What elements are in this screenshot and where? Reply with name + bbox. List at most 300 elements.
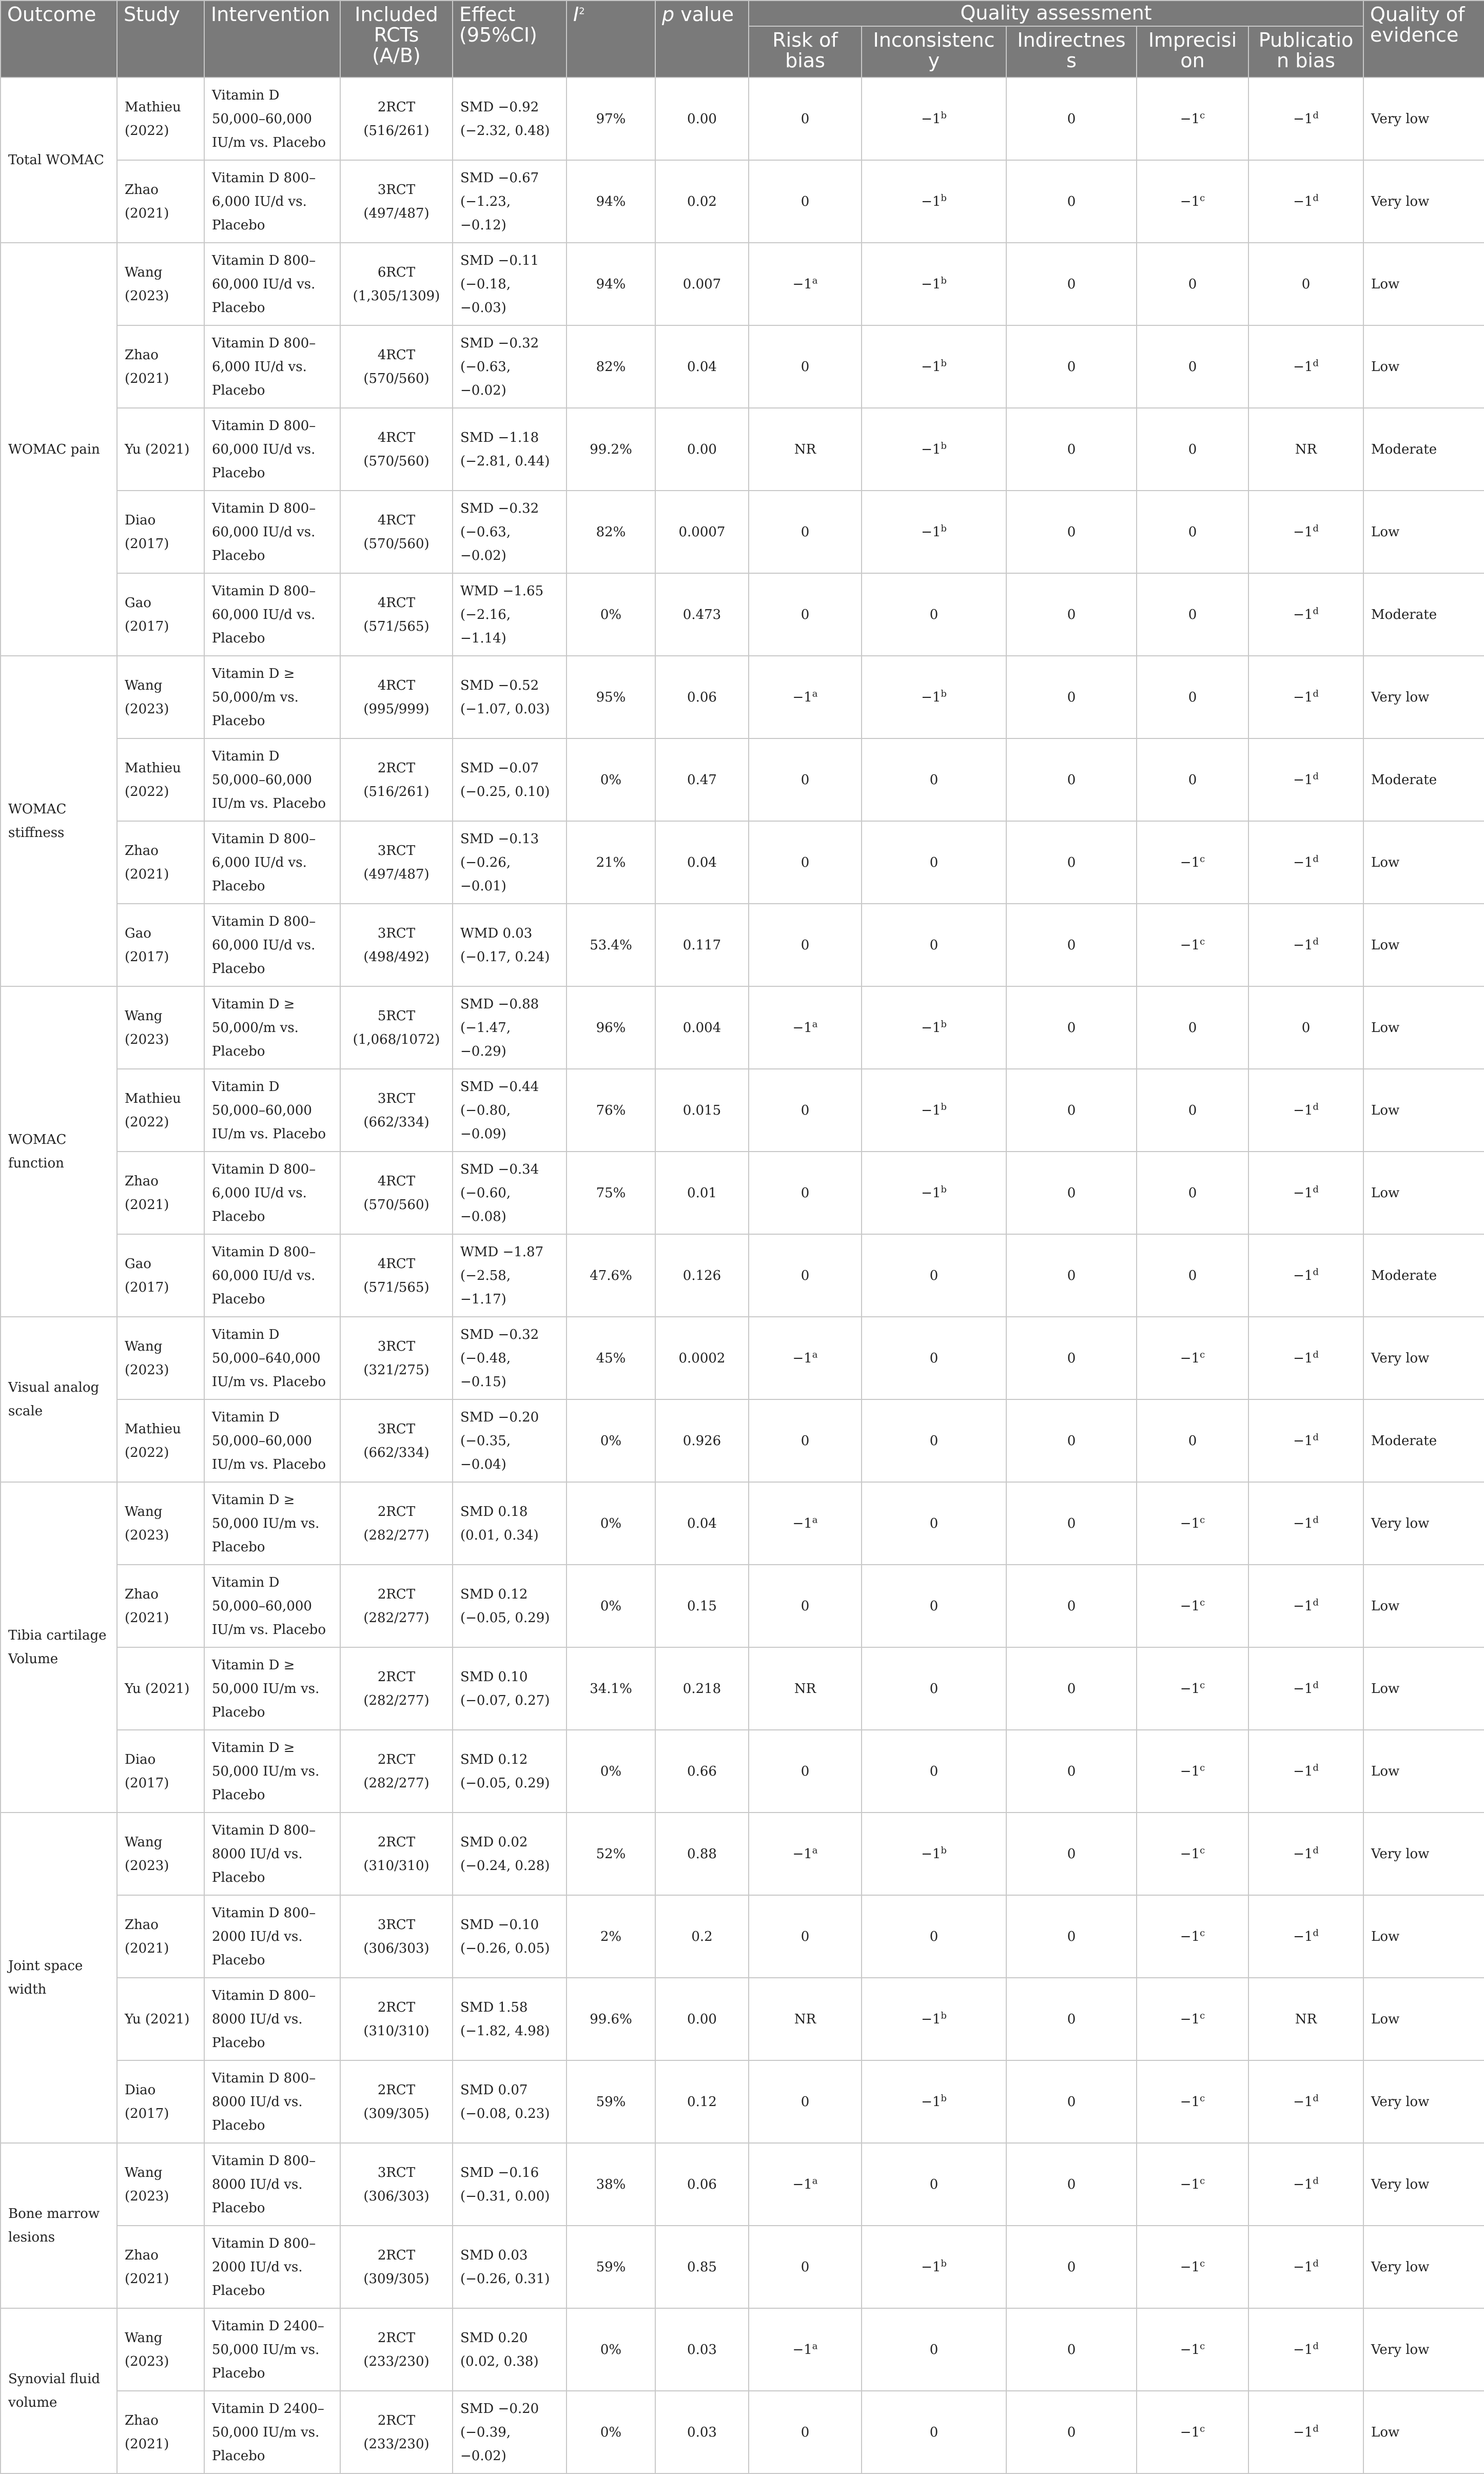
table-row [1,986,1484,1069]
risk-of-bias-cell-footnote: a [812,688,818,699]
intervention-cell: Vitamin D ≥ 50,000/m vs. Placebo [204,656,340,738]
publication-bias-cell [1248,1482,1363,1565]
imprecision-cell-footnote: c [1200,1596,1205,1608]
included-rcts-cell: 2RCT (516/261) [340,738,453,821]
inconsistency-cell-value: 0 [929,1681,939,1697]
risk-of-bias-cell [749,1565,862,1647]
imprecision-cell [1137,1813,1248,1895]
indirectness-cell-value: 0 [1067,1681,1076,1697]
publication-bias-cell-footnote: d [1313,688,1319,699]
indirectness-cell [1006,491,1137,573]
publication-bias-cell-value: −1 [1293,359,1313,375]
table-row [1,1399,1484,1482]
inconsistency-cell [862,1399,1006,1482]
indirectness-cell [1006,2226,1137,2308]
effect-cell: SMD 0.20 (0.02, 0.38) [453,2308,567,2391]
imprecision-cell-value: −1 [1180,1846,1200,1862]
publication-bias-cell-footnote: d [1313,1927,1319,1938]
inconsistency-cell [862,1234,1006,1317]
inconsistency-cell-value: 0 [929,1928,939,1944]
header-inconsistency: Inconsistency [862,26,1006,77]
risk-of-bias-cell-value: 0 [800,1928,810,1944]
outcome-cell: Total WOMAC [1,77,117,243]
indirectness-cell [1006,1895,1137,1978]
table-row [1,1482,1484,1565]
publication-bias-cell-footnote: d [1313,2092,1319,2103]
outcome-cell: Joint space width [1,1813,117,2143]
indirectness-cell-value: 0 [1067,1020,1076,1036]
risk-of-bias-cell-value: NR [794,2011,816,2027]
inconsistency-cell [862,1152,1006,1234]
effect-cell: SMD 0.03 (−0.26, 0.31) [453,2226,567,2308]
inconsistency-cell-footnote: b [941,2010,947,2021]
publication-bias-cell-value: −1 [1293,1433,1313,1449]
risk-of-bias-cell [749,738,862,821]
header-i2-sup: 2 [579,6,585,17]
i2-cell: 82% [567,325,655,408]
imprecision-cell-value: −1 [1180,1598,1200,1614]
effect-cell: SMD −0.10 (−0.26, 0.05) [453,1895,567,1978]
included-rcts-cell: 3RCT (306/303) [340,2143,453,2226]
header-p-value [655,1,749,77]
imprecision-cell-value: 0 [1188,441,1197,457]
intervention-cell: Vitamin D ≥ 50,000 IU/m vs. Placebo [204,1647,340,1730]
inconsistency-cell-value: 0 [929,937,939,953]
indirectness-cell [1006,1565,1137,1647]
imprecision-cell [1137,408,1248,491]
quality-of-evidence-cell: Low [1363,243,1484,325]
quality-of-evidence-cell: Low [1363,1895,1484,1978]
imprecision-cell-value: −1 [1180,937,1200,953]
indirectness-cell-value: 0 [1067,1268,1076,1283]
p-value-cell: 0.03 [655,2308,749,2391]
effect-cell: SMD −0.11 (−0.18, −0.03) [453,243,567,325]
indirectness-cell-value: 0 [1067,359,1076,375]
indirectness-cell-value: 0 [1067,607,1076,622]
indirectness-cell [1006,1152,1137,1234]
publication-bias-cell-value: −1 [1293,937,1313,953]
table-row [1,1730,1484,1813]
p-value-cell: 0.88 [655,1813,749,1895]
risk-of-bias-cell-value: NR [794,1681,816,1697]
quality-of-evidence-cell: Very low [1363,2226,1484,2308]
i2-cell: 2% [567,1895,655,1978]
indirectness-cell [1006,904,1137,986]
inconsistency-cell-footnote: b [941,1101,947,1112]
inconsistency-cell-value: −1 [921,441,941,457]
imprecision-cell-value: 0 [1188,1268,1197,1283]
publication-bias-cell-footnote: d [1313,1431,1319,1443]
risk-of-bias-cell-value: −1 [792,1350,812,1366]
imprecision-cell-value: 0 [1188,1020,1197,1036]
table-row [1,408,1484,491]
quality-of-evidence-cell: Low [1363,1069,1484,1152]
risk-of-bias-cell-value: 0 [800,2259,810,2275]
effect-cell: SMD −0.13 (−0.26, −0.01) [453,821,567,904]
inconsistency-cell [862,738,1006,821]
intervention-cell: Vitamin D 50,000–640,000 IU/m vs. Placebo [204,1317,340,1399]
intervention-cell: Vitamin D ≥ 50,000/m vs. Placebo [204,986,340,1069]
inconsistency-cell [862,904,1006,986]
i2-cell: 59% [567,2226,655,2308]
intervention-cell: Vitamin D 800–2000 IU/d vs. Placebo [204,1895,340,1978]
study-cell: Mathieu (2022) [117,738,204,821]
intervention-cell: Vitamin D 800–6,000 IU/d vs. Placebo [204,821,340,904]
publication-bias-cell-value: −1 [1293,2176,1313,2192]
imprecision-cell-value: −1 [1180,1350,1200,1366]
effect-cell: SMD −0.32 (−0.63, −0.02) [453,491,567,573]
publication-bias-cell [1248,1317,1363,1399]
header-i2-letter: I [573,3,579,26]
inconsistency-cell-footnote: b [941,440,947,451]
imprecision-cell-value: 0 [1188,772,1197,788]
p-value-cell: 0.66 [655,1730,749,1813]
risk-of-bias-cell-footnote: a [812,1018,818,1029]
study-cell: Gao (2017) [117,904,204,986]
publication-bias-cell-footnote: d [1313,109,1319,121]
publication-bias-cell-value: −1 [1293,524,1313,540]
inconsistency-cell [862,1482,1006,1565]
study-cell: Mathieu (2022) [117,77,204,160]
quality-of-evidence-cell: Low [1363,986,1484,1069]
study-cell: Yu (2021) [117,1978,204,2060]
imprecision-cell-footnote: c [1200,2010,1205,2021]
imprecision-cell-value: −1 [1180,111,1200,127]
intervention-cell: Vitamin D 50,000–60,000 IU/m vs. Placebo [204,738,340,821]
indirectness-cell-value: 0 [1067,276,1076,292]
inconsistency-cell [862,2060,1006,2143]
study-cell: Zhao (2021) [117,2226,204,2308]
quality-of-evidence-cell: Low [1363,1978,1484,2060]
intervention-cell: Vitamin D 800–60,000 IU/d vs. Placebo [204,408,340,491]
effect-cell: SMD −0.92 (−2.32, 0.48) [453,77,567,160]
i2-cell: 99.2% [567,408,655,491]
i2-cell: 0% [567,2308,655,2391]
header-intervention: Intervention [204,1,340,77]
included-rcts-cell: 6RCT (1,305/1309) [340,243,453,325]
publication-bias-cell-value: 0 [1301,276,1311,292]
study-cell: Zhao (2021) [117,821,204,904]
header-imprecision: Imprecision [1137,26,1248,77]
risk-of-bias-cell [749,77,862,160]
table-row [1,821,1484,904]
imprecision-cell-value: −1 [1180,193,1200,209]
risk-of-bias-cell-value: 0 [800,2424,810,2440]
publication-bias-cell-value: −1 [1293,2424,1313,2440]
indirectness-cell-value: 0 [1067,1102,1076,1118]
intervention-cell: Vitamin D 50,000–60,000 IU/m vs. Placebo [204,1069,340,1152]
imprecision-cell-footnote: c [1200,109,1205,121]
publication-bias-cell-footnote: d [1313,936,1319,947]
publication-bias-cell [1248,1895,1363,1978]
indirectness-cell [1006,738,1137,821]
imprecision-cell [1137,160,1248,243]
quality-of-evidence-cell: Very low [1363,2060,1484,2143]
risk-of-bias-cell-value: −1 [792,1846,812,1862]
risk-of-bias-cell [749,1482,862,1565]
risk-of-bias-cell-value: 0 [800,359,810,375]
header-effect: Effect (95%CI) [453,1,567,77]
indirectness-cell [1006,243,1137,325]
quality-of-evidence-cell: Low [1363,1730,1484,1813]
imprecision-cell-footnote: c [1200,1679,1205,1690]
indirectness-cell [1006,573,1137,656]
inconsistency-cell-value: −1 [921,689,941,705]
effect-cell: WMD −1.87 (−2.58, −1.17) [453,1234,567,1317]
publication-bias-cell [1248,491,1363,573]
risk-of-bias-cell [749,408,862,491]
inconsistency-cell-value: −1 [921,2259,941,2275]
i2-cell: 0% [567,1730,655,1813]
imprecision-cell [1137,1234,1248,1317]
risk-of-bias-cell-footnote: a [812,2175,818,2186]
effect-cell: WMD −1.65 (−2.16, −1.14) [453,573,567,656]
effect-cell: SMD −0.32 (−0.48, −0.15) [453,1317,567,1399]
header-p-italic: p [662,3,675,26]
publication-bias-cell [1248,1978,1363,2060]
imprecision-cell-value: −1 [1180,1681,1200,1697]
inconsistency-cell-value: −1 [921,1846,941,1862]
imprecision-cell-value: 0 [1188,524,1197,540]
inconsistency-cell-footnote: b [941,1018,947,1029]
risk-of-bias-cell-value: 0 [800,193,810,209]
risk-of-bias-cell [749,1978,862,2060]
i2-cell: 38% [567,2143,655,2226]
p-value-cell: 0.00 [655,1978,749,2060]
inconsistency-cell [862,325,1006,408]
publication-bias-cell [1248,904,1363,986]
publication-bias-cell-value: −1 [1293,689,1313,705]
imprecision-cell [1137,2143,1248,2226]
inconsistency-cell-value: −1 [921,1020,941,1036]
intervention-cell: Vitamin D 800–60,000 IU/d vs. Placebo [204,491,340,573]
imprecision-cell-footnote: c [1200,2340,1205,2351]
table-row [1,904,1484,986]
risk-of-bias-cell [749,1069,862,1152]
inconsistency-cell-value: −1 [921,524,941,540]
p-value-cell: 0.2 [655,1895,749,1978]
included-rcts-cell: 3RCT (662/334) [340,1399,453,1482]
table-row [1,1317,1484,1399]
effect-cell: SMD −0.67 (−1.23, −0.12) [453,160,567,243]
publication-bias-cell-footnote: d [1313,2423,1319,2434]
indirectness-cell-value: 0 [1067,2011,1076,2027]
publication-bias-cell-footnote: d [1313,2175,1319,2186]
inconsistency-cell [862,573,1006,656]
quality-of-evidence-cell: Very low [1363,160,1484,243]
imprecision-cell-footnote: c [1200,2175,1205,2186]
study-cell: Wang (2023) [117,656,204,738]
effect-cell: SMD −0.44 (−0.80, −0.09) [453,1069,567,1152]
quality-of-evidence-cell: Low [1363,491,1484,573]
included-rcts-cell: 3RCT (497/487) [340,821,453,904]
study-cell: Wang (2023) [117,986,204,1069]
publication-bias-cell [1248,1813,1363,1895]
publication-bias-cell [1248,1152,1363,1234]
inconsistency-cell [862,1069,1006,1152]
p-value-cell: 0.218 [655,1647,749,1730]
publication-bias-cell-value: −1 [1293,1350,1313,1366]
indirectness-cell-value: 0 [1067,2176,1076,2192]
quality-of-evidence-cell: Moderate [1363,1234,1484,1317]
indirectness-cell-value: 0 [1067,1928,1076,1944]
imprecision-cell-footnote: c [1200,1762,1205,1773]
publication-bias-cell-footnote: d [1313,1679,1319,1690]
indirectness-cell [1006,2143,1137,2226]
inconsistency-cell-value: −1 [921,111,941,127]
p-value-cell: 0.04 [655,325,749,408]
included-rcts-cell: 4RCT (995/999) [340,656,453,738]
intervention-cell: Vitamin D 800–8000 IU/d vs. Placebo [204,1813,340,1895]
table-body [1,77,1484,2473]
i2-cell: 0% [567,738,655,821]
risk-of-bias-cell-value: −1 [792,1515,812,1531]
included-rcts-cell: 2RCT (282/277) [340,1482,453,1565]
intervention-cell: Vitamin D 800–8000 IU/d vs. Placebo [204,2060,340,2143]
p-value-cell: 0.0007 [655,491,749,573]
study-cell: Wang (2023) [117,2308,204,2391]
header-publication-bias: Publication bias [1248,26,1363,77]
effect-cell: SMD 0.12 (−0.05, 0.29) [453,1565,567,1647]
risk-of-bias-cell [749,2143,862,2226]
risk-of-bias-cell [749,2060,862,2143]
imprecision-cell [1137,1317,1248,1399]
study-cell: Gao (2017) [117,573,204,656]
indirectness-cell-value: 0 [1067,2424,1076,2440]
risk-of-bias-cell [749,1647,862,1730]
intervention-cell: Vitamin D 800–60,000 IU/d vs. Placebo [204,904,340,986]
risk-of-bias-cell [749,160,862,243]
risk-of-bias-cell [749,573,862,656]
inconsistency-cell-value: −1 [921,1185,941,1201]
inconsistency-cell-footnote: b [941,1844,947,1856]
imprecision-cell [1137,1482,1248,1565]
risk-of-bias-cell [749,2391,862,2473]
risk-of-bias-cell [749,325,862,408]
indirectness-cell [1006,1647,1137,1730]
publication-bias-cell [1248,821,1363,904]
imprecision-cell-value: 0 [1188,607,1197,622]
table-row [1,2391,1484,2473]
included-rcts-cell: 2RCT (309/305) [340,2060,453,2143]
risk-of-bias-cell-value: 0 [800,937,810,953]
indirectness-cell-value: 0 [1067,1185,1076,1201]
imprecision-cell-footnote: c [1200,2423,1205,2434]
included-rcts-cell: 3RCT (497/487) [340,160,453,243]
quality-of-evidence-cell: Low [1363,1152,1484,1234]
table-row [1,2308,1484,2391]
included-rcts-cell: 3RCT (498/492) [340,904,453,986]
effect-cell: SMD −0.88 (−1.47, −0.29) [453,986,567,1069]
risk-of-bias-cell-footnote: a [812,1844,818,1856]
indirectness-cell-value: 0 [1067,689,1076,705]
intervention-cell: Vitamin D 50,000–60,000 IU/m vs. Placebo [204,1565,340,1647]
table-row [1,738,1484,821]
publication-bias-cell [1248,738,1363,821]
p-value-cell: 0.117 [655,904,749,986]
i2-cell: 82% [567,491,655,573]
imprecision-cell-footnote: c [1200,936,1205,947]
indirectness-cell [1006,77,1137,160]
intervention-cell: Vitamin D ≥ 50,000 IU/m vs. Placebo [204,1730,340,1813]
publication-bias-cell [1248,1399,1363,1482]
study-cell: Wang (2023) [117,1813,204,1895]
outcome-cell: Bone marrow lesions [1,2143,117,2308]
indirectness-cell [1006,2391,1137,2473]
inconsistency-cell [862,408,1006,491]
intervention-cell: Vitamin D 800–8000 IU/d vs. Placebo [204,2143,340,2226]
publication-bias-cell [1248,573,1363,656]
publication-bias-cell-value: NR [1295,2011,1317,2027]
i2-cell: 94% [567,160,655,243]
intervention-cell: Vitamin D 2400–50,000 IU/m vs. Placebo [204,2391,340,2473]
indirectness-cell [1006,408,1137,491]
imprecision-cell [1137,656,1248,738]
i2-cell: 0% [567,573,655,656]
imprecision-cell [1137,2060,1248,2143]
indirectness-cell [1006,1978,1137,2060]
inconsistency-cell [862,821,1006,904]
table-row [1,2226,1484,2308]
intervention-cell: Vitamin D 50,000–60,000 IU/m vs. Placebo [204,77,340,160]
imprecision-cell [1137,1565,1248,1647]
inconsistency-cell [862,1813,1006,1895]
included-rcts-cell: 2RCT (233/230) [340,2308,453,2391]
inconsistency-cell-value: 0 [929,1598,939,1614]
indirectness-cell [1006,821,1137,904]
indirectness-cell-value: 0 [1067,2342,1076,2358]
table-row [1,1152,1484,1234]
header-quality-of-evidence: Quality of evidence [1363,1,1484,77]
risk-of-bias-cell [749,1730,862,1813]
imprecision-cell-footnote: c [1200,2257,1205,2269]
indirectness-cell-value: 0 [1067,193,1076,209]
imprecision-cell [1137,2391,1248,2473]
publication-bias-cell-value: −1 [1293,1928,1313,1944]
header-i2 [567,1,655,77]
table-row [1,656,1484,738]
p-value-cell: 0.007 [655,243,749,325]
i2-cell: 94% [567,243,655,325]
p-value-cell: 0.06 [655,2143,749,2226]
i2-cell: 47.6% [567,1234,655,1317]
publication-bias-cell-value: −1 [1293,1102,1313,1118]
included-rcts-cell: 4RCT (571/565) [340,1234,453,1317]
indirectness-cell [1006,1069,1137,1152]
p-value-cell: 0.04 [655,821,749,904]
publication-bias-cell-footnote: d [1313,1844,1319,1856]
study-cell: Mathieu (2022) [117,1069,204,1152]
p-value-cell: 0.04 [655,1482,749,1565]
p-value-cell: 0.004 [655,986,749,1069]
i2-cell: 75% [567,1152,655,1234]
header-p-rest: value [674,3,734,26]
risk-of-bias-cell-value: 0 [800,1598,810,1614]
inconsistency-cell-footnote: b [941,522,947,534]
study-cell: Diao (2017) [117,1730,204,1813]
p-value-cell: 0.12 [655,2060,749,2143]
publication-bias-cell [1248,1234,1363,1317]
publication-bias-cell-footnote: d [1313,770,1319,782]
header-included-rcts: Included RCTs (A/B) [340,1,453,77]
study-cell: Gao (2017) [117,1234,204,1317]
inconsistency-cell-value: 0 [929,1350,939,1366]
risk-of-bias-cell [749,821,862,904]
publication-bias-cell-footnote: d [1313,1596,1319,1608]
imprecision-cell-value: 0 [1188,1102,1197,1118]
publication-bias-cell [1248,1730,1363,1813]
imprecision-cell [1137,821,1248,904]
